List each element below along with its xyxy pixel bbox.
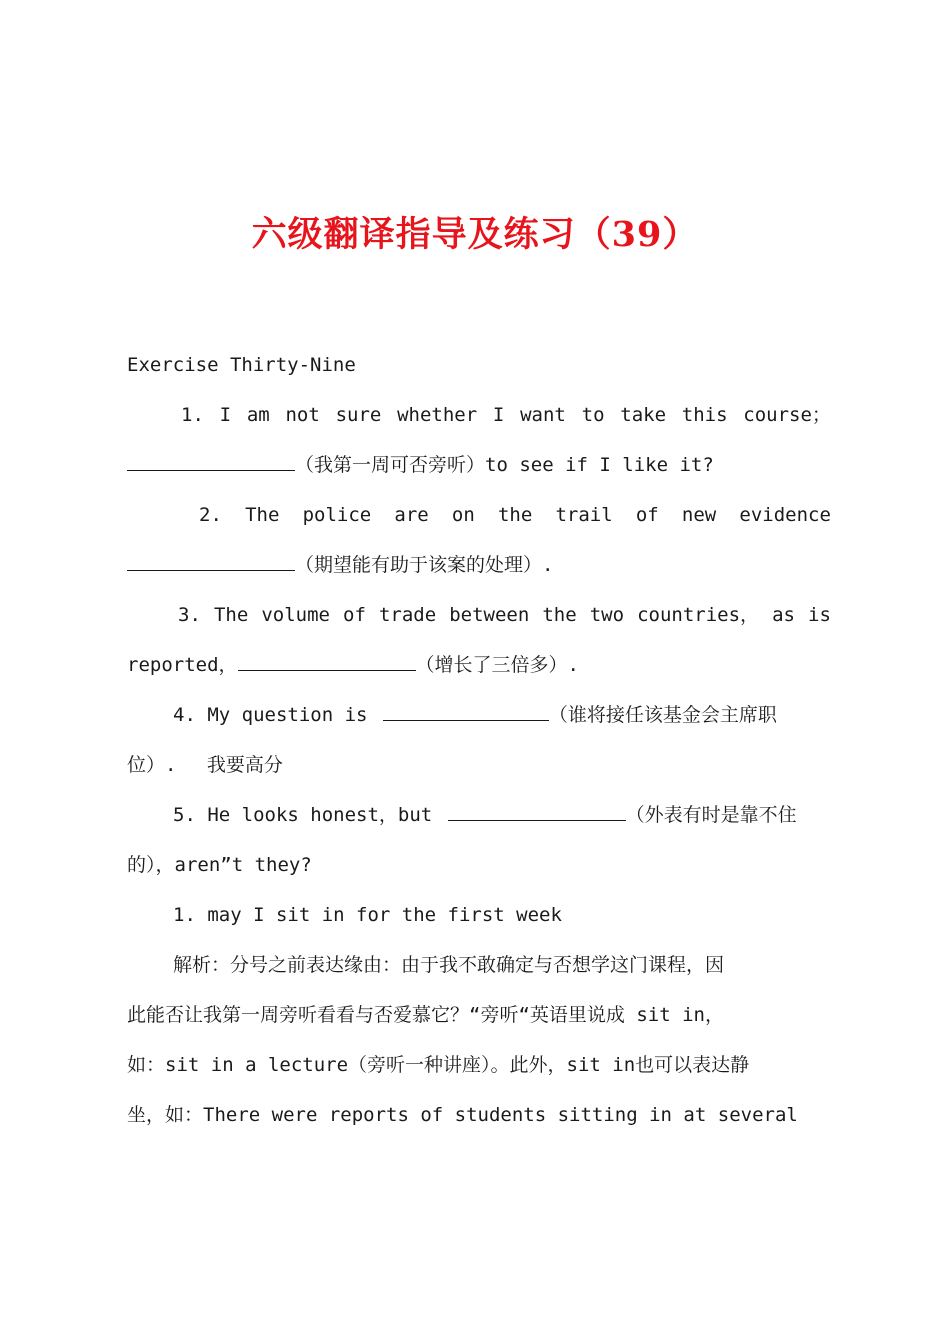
sentence-lead: 4. My question is bbox=[173, 704, 368, 726]
word: on bbox=[451, 504, 475, 526]
word: I bbox=[219, 404, 232, 426]
analysis-line: 此能否让我第一周旁听看看与否爱慕它？“旁听“英语里说成 sit in， bbox=[127, 1004, 724, 1026]
analysis-line: 坐，如：There were reports of students sitting in at several bbox=[127, 1104, 798, 1126]
word: this bbox=[681, 404, 728, 426]
answer-blank[interactable] bbox=[238, 640, 416, 671]
word: trade bbox=[378, 604, 437, 626]
word: evidence bbox=[739, 504, 831, 526]
sentence-lead: 5. He looks honest，but bbox=[173, 804, 433, 826]
word: of bbox=[343, 604, 366, 626]
word: sure bbox=[335, 404, 382, 426]
word: want bbox=[520, 404, 566, 426]
word: countries， bbox=[637, 604, 760, 626]
word: volume bbox=[261, 604, 330, 626]
item-4-line-2: 位）. 我要高分 bbox=[127, 754, 283, 776]
word: are bbox=[394, 504, 429, 526]
hint-text: （增长了三倍多）. bbox=[415, 654, 579, 676]
item-3-line-2 bbox=[127, 640, 831, 690]
hint-text: （谁将接任该基金会主席职 bbox=[548, 704, 777, 726]
word: 3. bbox=[178, 604, 201, 626]
document-body bbox=[127, 340, 831, 1140]
item-1-line-2 bbox=[127, 440, 831, 490]
word: between bbox=[449, 604, 530, 626]
word: trail bbox=[555, 504, 613, 526]
word: the bbox=[497, 504, 533, 526]
word: the bbox=[542, 604, 577, 626]
sentence-tail: to see if I like it? bbox=[485, 454, 714, 476]
item-3-line-1 bbox=[127, 590, 831, 640]
hint-text: （期望能有助于该案的处理）. bbox=[295, 554, 554, 576]
answer-blank[interactable] bbox=[383, 690, 549, 721]
hint-text: （外表有时是靠不住 bbox=[625, 804, 797, 826]
word: course； bbox=[743, 404, 831, 426]
exercise-heading: Exercise Thirty-Nine bbox=[127, 354, 356, 376]
word: whether bbox=[397, 404, 478, 426]
word: to bbox=[581, 404, 605, 426]
word: 2. bbox=[199, 504, 222, 526]
word: The bbox=[213, 604, 249, 626]
word: take bbox=[620, 404, 667, 426]
word: not bbox=[285, 404, 320, 426]
word: of bbox=[635, 504, 659, 526]
hint-text: （我第一周可否旁听） bbox=[295, 454, 486, 476]
word: is bbox=[808, 604, 831, 626]
page-title: 六级翻译指导及练习（39） bbox=[251, 214, 699, 255]
answer-blank[interactable] bbox=[127, 540, 295, 571]
analysis-line: 如：sit in a lecture（旁听一种讲座）。此外，sit in也可以表达静 bbox=[127, 1054, 750, 1076]
item-5-line-1 bbox=[127, 790, 831, 840]
item-2-line-1 bbox=[127, 490, 831, 540]
word: am bbox=[246, 404, 270, 426]
word: I bbox=[492, 404, 505, 426]
sentence-lead: reported， bbox=[127, 654, 238, 676]
word: two bbox=[589, 604, 625, 626]
word: police bbox=[302, 504, 372, 526]
item-4-line-1 bbox=[127, 690, 831, 740]
answer-blank[interactable] bbox=[127, 440, 295, 471]
answer-1: 1. may I sit in for the first week bbox=[173, 904, 562, 926]
item-2-line-2 bbox=[127, 540, 831, 590]
word: new bbox=[681, 504, 717, 526]
answer-blank[interactable] bbox=[448, 790, 626, 821]
word: as bbox=[772, 604, 795, 626]
word: The bbox=[245, 504, 280, 526]
item-5-line-2: 的），aren”t they? bbox=[127, 854, 312, 876]
word: 1. bbox=[181, 404, 204, 426]
item-1-line-1 bbox=[127, 390, 831, 440]
analysis-line: 解析：分号之前表达缘由：由于我不敢确定与否想学这门课程，因 bbox=[173, 954, 725, 976]
